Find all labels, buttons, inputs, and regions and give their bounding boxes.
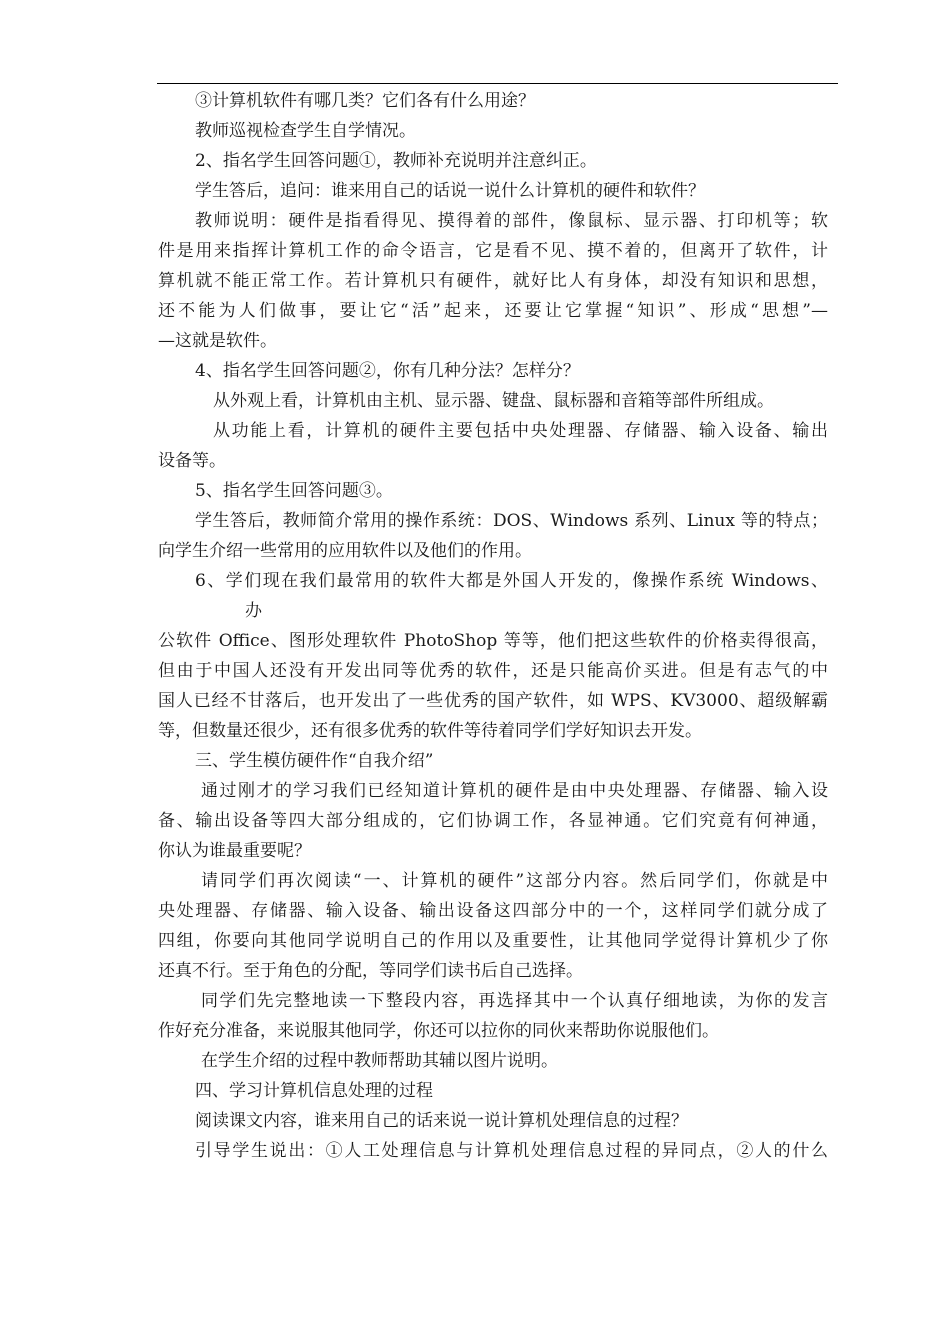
- text-line: 办: [245, 601, 262, 621]
- text-line: ③计算机软件有哪几类？它们各有什么用途？: [195, 91, 535, 111]
- text-line: 在学生介绍的过程中教师帮助其辅以图片说明。: [201, 1051, 558, 1071]
- text-line: 引导学生说出：①人工处理信息与计算机处理信息过程的异同点，②人的什么: [195, 1141, 828, 1161]
- text-line: 但由于中国人还没有开发出同等优秀的软件，还是只能高价买进。但是有志气的中: [158, 661, 828, 681]
- text-line: 4、指名学生回答问题②，你有几种分法？怎样分？: [195, 361, 580, 381]
- text-line: —这就是软件。: [158, 331, 277, 351]
- text-line: 件是用来指挥计算机工作的命令语言，它是看不见、摸不着的，但离开了软件，计: [158, 241, 828, 261]
- text-line: 央处理器、存储器、输入设备、输出设备这四部分中的一个，这样同学们就分成了: [158, 901, 828, 921]
- text-line: 通过刚才的学习我们已经知道计算机的硬件是由中央处理器、存储器、输入设: [201, 781, 828, 801]
- section-heading: 四、学习计算机信息处理的过程: [195, 1081, 433, 1101]
- text-line: 等，但数量还很少，还有很多优秀的软件等待着同学们学好知识去开发。: [158, 721, 702, 741]
- text-line: 算机就不能正常工作。若计算机只有硬件，就好比人有身体，却没有知识和思想，: [158, 271, 828, 291]
- text-line: 四组，你要向其他同学说明自己的作用以及重要性，让其他同学觉得计算机少了你: [158, 931, 828, 951]
- text-line: 教师巡视检查学生自学情况。: [195, 121, 416, 141]
- text-line: 5、指名学生回答问题③。: [195, 481, 393, 501]
- section-heading: 三、学生模仿硬件作“自我介绍”: [195, 751, 434, 771]
- text-line: 6、学们现在我们最常用的软件大都是外国人开发的，像操作系统 Windows、: [195, 571, 828, 591]
- text-line: 公软件 Office、图形处理软件 PhotoShop 等等，他们把这些软件的价格卖得很高，: [158, 631, 828, 651]
- text-line: 设备等。: [158, 451, 226, 471]
- text-line: 请同学们再次阅读“一、计算机的硬件”这部分内容。然后同学们，你就是中: [201, 871, 828, 891]
- text-line: 从外观上看，计算机由主机、显示器、键盘、鼠标器和音箱等部件所组成。: [213, 391, 774, 411]
- text-line: 还不能为人们做事，要让它“活”起来，还要让它掌握“知识”、形成“思想”—: [158, 301, 828, 321]
- text-line: 从功能上看，计算机的硬件主要包括中央处理器、存储器、输入设备、输出: [213, 421, 828, 441]
- text-line: 还真不行。至于角色的分配，等同学们读书后自己选择。: [158, 961, 583, 981]
- header-rule: [157, 83, 838, 84]
- text-line: 阅读课文内容，谁来用自己的话来说一说计算机处理信息的过程？: [195, 1111, 688, 1131]
- text-line: 教师说明：硬件是指看得见、摸得着的部件，像鼠标、显示器、打印机等；软: [195, 211, 828, 231]
- text-line: 学生答后，追问：谁来用自己的话说一说什么计算机的硬件和软件？: [195, 181, 705, 201]
- text-line: 作好充分准备，来说服其他同学，你还可以拉你的同伙来帮助你说服他们。: [158, 1021, 719, 1041]
- text-line: 2、指名学生回答问题①，教师补充说明并注意纠正。: [195, 151, 597, 171]
- text-line: 向学生介绍一些常用的应用软件以及他们的作用。: [158, 541, 532, 561]
- text-line: 国人已经不甘落后，也开发出了一些优秀的国产软件，如 WPS、KV3000、超级解霸: [158, 691, 828, 711]
- text-line: 同学们先完整地读一下整段内容，再选择其中一个认真仔细地读，为你的发言: [201, 991, 828, 1011]
- text-line: 备、输出设备等四大部分组成的，它们协调工作，各显神通。它们究竟有何神通，: [158, 811, 828, 831]
- text-line: 你认为谁最重要呢？: [158, 841, 311, 861]
- document-body: [158, 86, 828, 1166]
- text-line: 学生答后，教师简介常用的操作系统：DOS、Windows 系列、Linux 等的特点；: [195, 511, 828, 531]
